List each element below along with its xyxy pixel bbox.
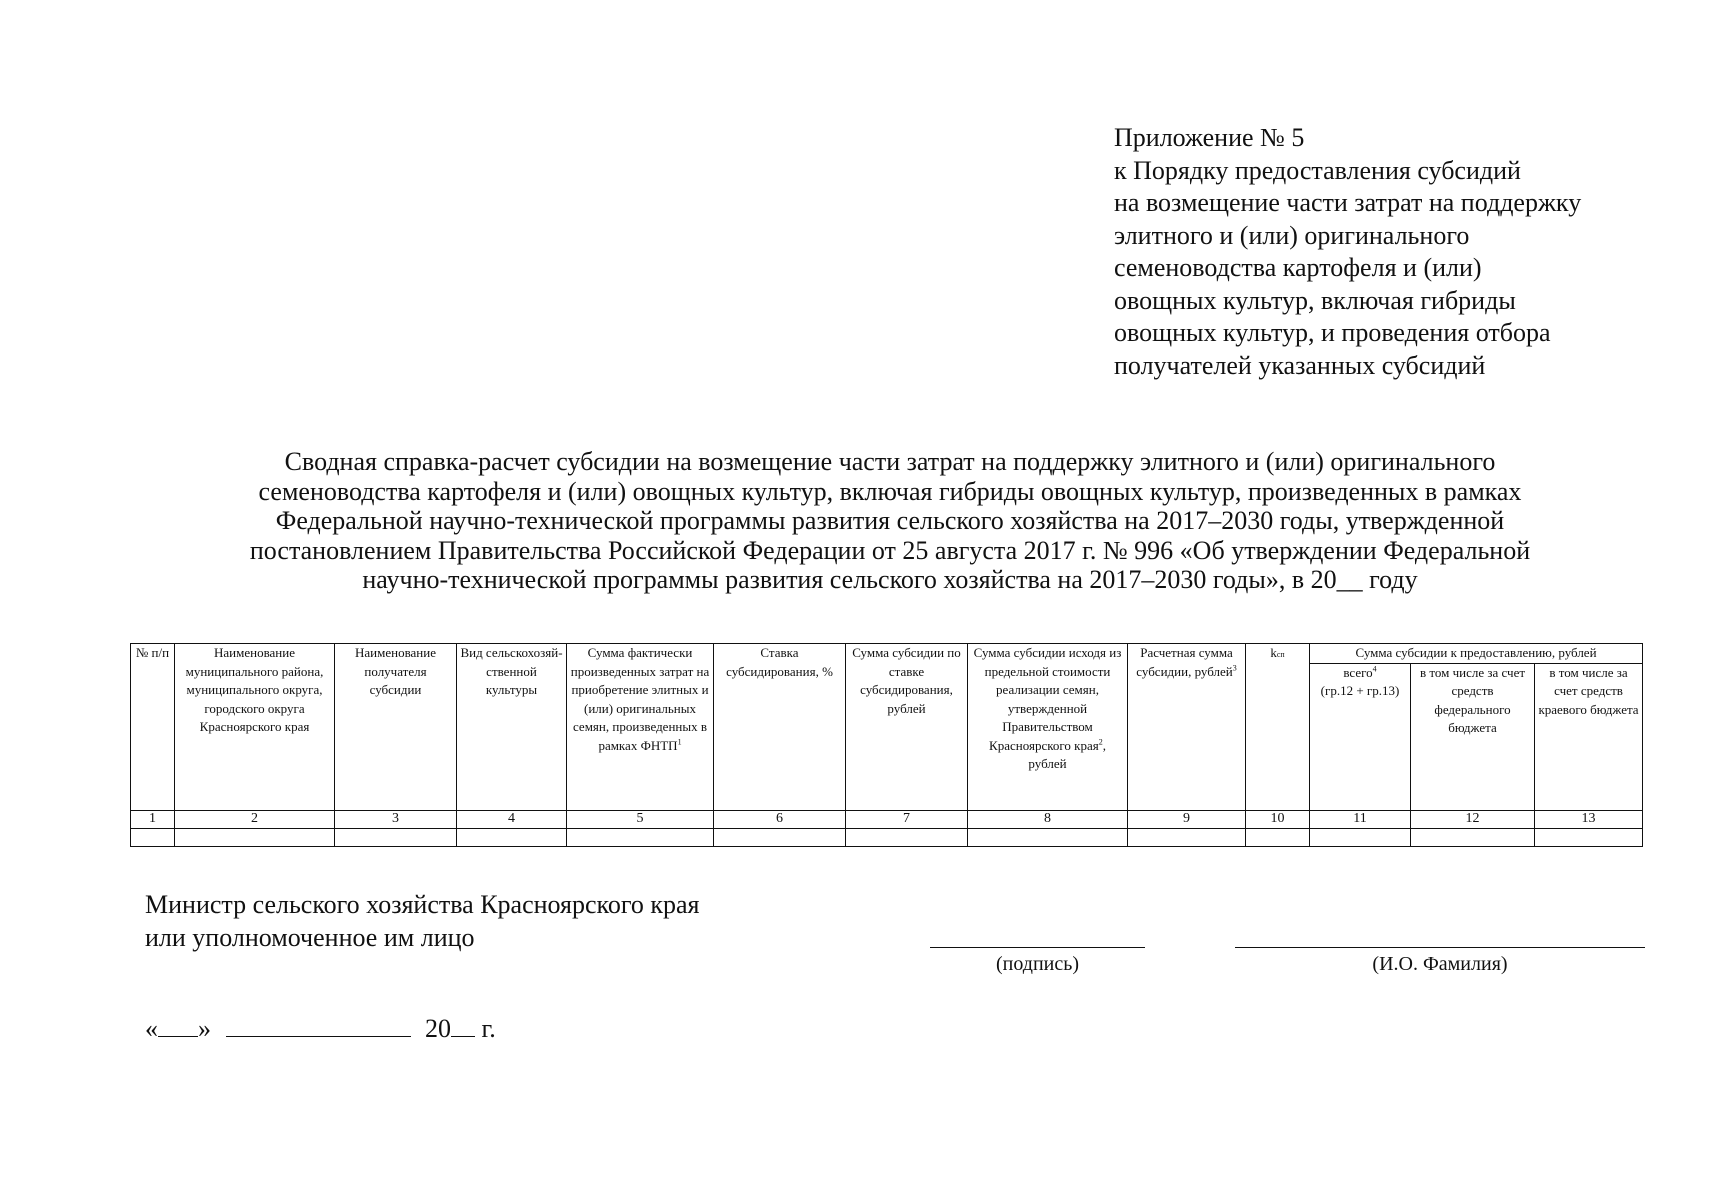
table-cell[interactable] (968, 828, 1128, 846)
column-number: 8 (968, 810, 1128, 828)
header-cell-municipality: Наименование муниципального района, муниципального округа, городского округа Красноярского края (175, 644, 335, 811)
column-number: 7 (846, 810, 968, 828)
coefficient-subscript: сп (1276, 650, 1285, 659)
table-cell[interactable] (1411, 828, 1535, 846)
signer-line: или уполномоченное им лицо (145, 923, 475, 952)
column-number: 10 (1246, 810, 1310, 828)
signer-title (145, 888, 700, 954)
appendix-line: Приложение № 5 (1114, 123, 1305, 152)
header-cell-subsidy-group: Сумма субсидии к предоставлению, рублей (1310, 644, 1643, 664)
signer-line: Министр сельского хозяйства Красноярского края (145, 890, 700, 919)
column-number: 4 (457, 810, 567, 828)
signature-line[interactable] (930, 947, 1145, 948)
appendix-line: получателей указанных субсидий (1114, 350, 1486, 380)
table-cell[interactable] (846, 828, 968, 846)
header-text: всего (1343, 664, 1373, 680)
footnote-mark: 3 (1232, 663, 1237, 673)
signature-caption: (подпись) (995, 953, 1080, 975)
date-line (145, 1012, 496, 1044)
year-suffix: г. (475, 1014, 496, 1043)
title-line: постановлением Правительства Российской Федерации от 25 августа 2017 г. № 996 «Об утверждении Федеральной (249, 535, 1531, 565)
date-close-quote: » (198, 1014, 211, 1043)
header-cell-subsidy-by-limit (968, 644, 1128, 811)
appendix-line: овощных культур, и проведения отбора (1114, 318, 1551, 347)
table-row (131, 828, 1643, 846)
date-open-quote: « (145, 1014, 158, 1043)
column-number: 1 (131, 810, 175, 828)
header-cell-actual-costs (567, 644, 714, 811)
appendix-line: овощных культур, включая гибриды (1114, 285, 1516, 315)
table-cell[interactable] (1246, 828, 1310, 846)
header-text: , рублей (1028, 737, 1106, 771)
name-caption: (И.О. Фамилия) (1372, 953, 1508, 975)
table-cell[interactable] (714, 828, 846, 846)
month-blank[interactable] (226, 1012, 411, 1037)
header-cell-regional-budget: в том числе за счет средств краевого бюджета (1535, 663, 1643, 810)
table-cell[interactable] (1128, 828, 1246, 846)
table-header-row (131, 644, 1643, 664)
header-text: Сумма фактически произведенных затрат на приобретение элитных и (или) оригинальных семян, произведенных в рамках ФНТП (570, 645, 710, 753)
year-prefix: 20 (425, 1014, 451, 1043)
title-line: семеноводства картофеля и (или) овощных культур, включая гибриды овощных культур, произведенных в рамках (258, 476, 1522, 506)
footnote-mark: 4 (1372, 664, 1377, 674)
title-line: Сводная справка-расчет субсидии на возмещение части затрат на поддержку элитного и (или) оригинального (284, 447, 1496, 476)
table-cell[interactable] (131, 828, 175, 846)
appendix-line: на возмещение части затрат на поддержку (1114, 188, 1582, 217)
footnote-mark: 1 (677, 737, 682, 747)
header-cell-recipient: Наименование получателя субсидии (335, 644, 457, 811)
column-number-row (131, 810, 1643, 828)
table-cell[interactable] (1310, 828, 1411, 846)
name-line[interactable] (1235, 947, 1645, 948)
title-line: Федеральной научно-технической программы развития сельского хозяйства на 2017–2030 годы, утвержденной (275, 506, 1505, 535)
table-cell[interactable] (457, 828, 567, 846)
header-cell-federal-budget: в том числе за счет средств федерального бюджета (1411, 663, 1535, 810)
column-number: 5 (567, 810, 714, 828)
column-number: 11 (1310, 810, 1411, 828)
footnote-mark: 2 (1098, 737, 1103, 747)
column-number: 6 (714, 810, 846, 828)
title-line: научно-технической программы развития сельского хозяйства на 2017–2030 годы», в 20__ году (362, 565, 1418, 594)
subsidy-calculation-table (130, 643, 1643, 847)
header-cell-crop-type: Вид сельскохозяй-ственной культуры (457, 644, 567, 811)
appendix-line: элитного и (или) оригинального (1114, 220, 1470, 250)
header-text: Сумма субсидии исходя из предельной стоимости реализации семян, утвержденной Правительством Красноярского края (973, 645, 1122, 753)
header-cell-total (1310, 663, 1411, 810)
header-text: k (1270, 645, 1277, 660)
column-number: 12 (1411, 810, 1535, 828)
header-cell-number: № п/п (131, 644, 175, 811)
column-number: 9 (1128, 810, 1246, 828)
column-number: 13 (1535, 810, 1643, 828)
table-cell[interactable] (1535, 828, 1643, 846)
document-title (150, 447, 1630, 595)
header-cell-rate: Ставка субсидирования, % (714, 644, 846, 811)
year-blank[interactable] (451, 1012, 475, 1037)
day-blank[interactable] (158, 1012, 198, 1037)
appendix-line: семеноводства картофеля и (или) (1114, 253, 1482, 282)
column-number: 2 (175, 810, 335, 828)
table-cell[interactable] (175, 828, 335, 846)
appendix-line: к Порядку предоставления субсидий (1114, 155, 1521, 185)
header-text: Расчетная сумма субсидии, рублей (1136, 645, 1233, 679)
header-cell-subsidy-by-rate: Сумма субсидии по ставке субсидирования, рублей (846, 644, 968, 811)
table-cell[interactable] (335, 828, 457, 846)
header-text: (гр.12 + гр.13) (1320, 683, 1400, 698)
table-cell[interactable] (567, 828, 714, 846)
header-cell-coefficient (1246, 644, 1310, 811)
column-number: 3 (335, 810, 457, 828)
appendix-header (1114, 122, 1581, 382)
header-cell-calculated-subsidy (1128, 644, 1246, 811)
